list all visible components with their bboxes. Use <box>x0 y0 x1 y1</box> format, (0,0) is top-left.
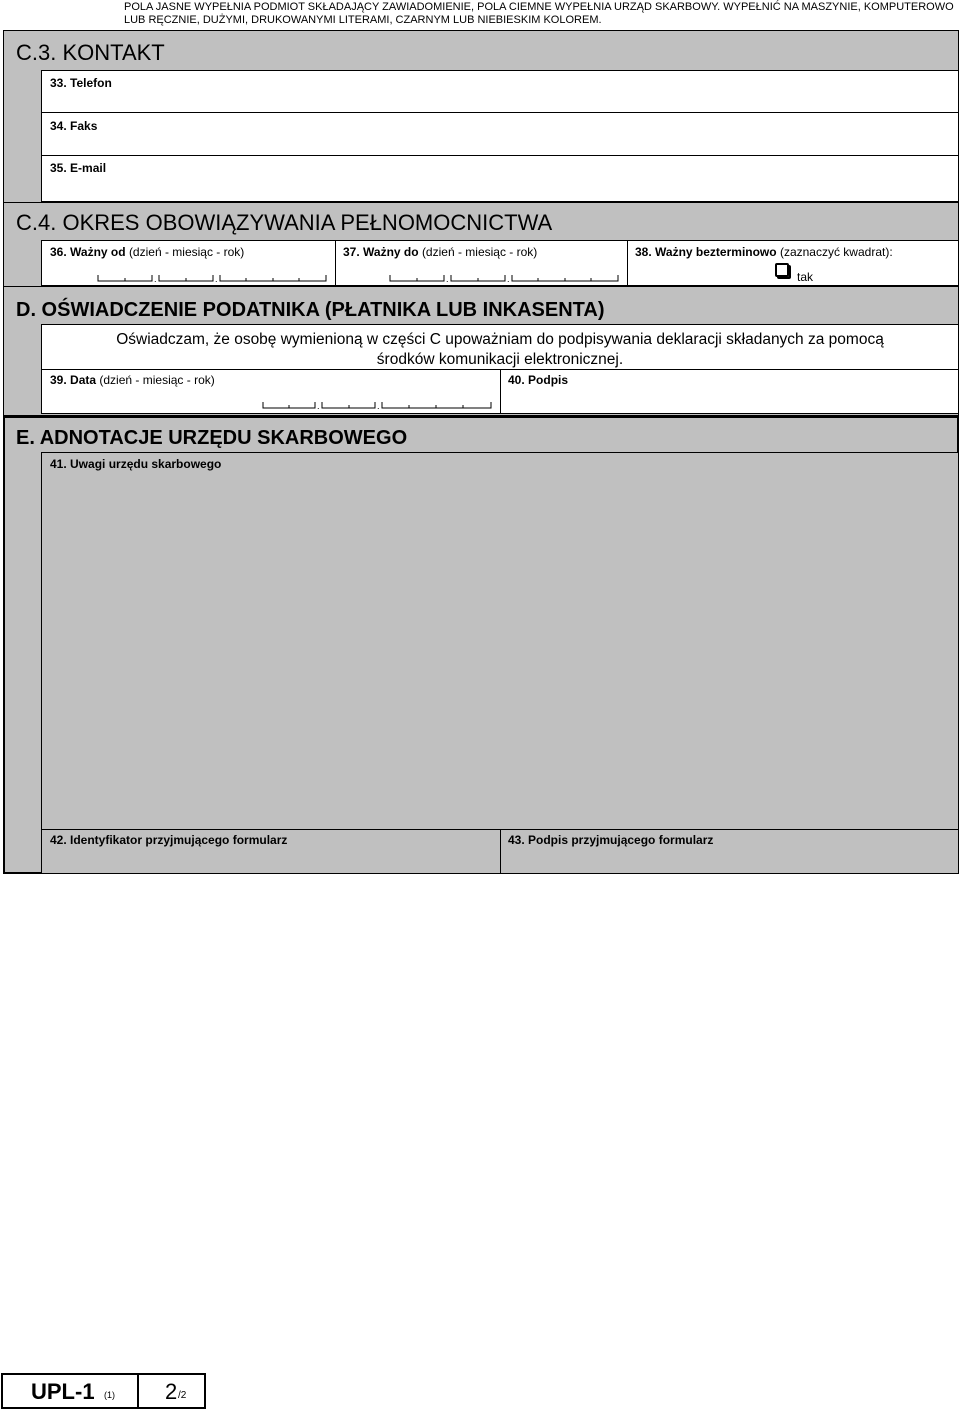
section-d-title: D. OŚWIADCZENIE PODATNIKA (PŁATNIKA LUB INKASENTA) <box>16 299 605 321</box>
svg-text:.: . <box>215 274 218 283</box>
page-number: 2 <box>165 1379 178 1404</box>
form-footer <box>1 1373 206 1409</box>
section-c3-title: C.3. KONTAKT <box>16 40 165 65</box>
indefinite-field <box>627 240 959 286</box>
form-code: UPL-1 <box>31 1379 95 1404</box>
valid-from-field[interactable] <box>41 240 336 286</box>
section-c4-title: C.4. OKRES OBOWIĄZYWANIA PEŁNOMOCNICTWA <box>16 210 553 235</box>
date-field[interactable] <box>41 369 501 414</box>
instructions-note: POLA JASNE WYPEŁNIA PODMIOT SKŁADAJĄCY ZAWIADOMIENIE, POLA CIEMNE WYPEŁNIA URZĄD SKARBOWY. WYPEŁNIĆ NA MASZYNIE, KOMPUTEROWO LUB RĘCZNIE, DUŻYMI, DRUKOWANYMI LITERAMI, CZARNYM LUB NIEBIESKIM KOLOREM. <box>124 1 954 26</box>
valid-to-field[interactable] <box>335 240 628 286</box>
receiver-id-field <box>41 829 501 874</box>
office-remarks-field <box>41 452 959 830</box>
valid-to-label: 37. Ważny do (dzień - miesiąc - rok) <box>343 245 538 259</box>
indefinite-option-label: tak <box>797 270 814 284</box>
signature-label: 40. Podpis <box>508 373 569 387</box>
fax-label: 34. Faks <box>50 119 98 133</box>
phone-label: 33. Telefon <box>50 76 112 90</box>
svg-text:.: . <box>377 401 380 410</box>
receiver-signature-field <box>500 829 959 874</box>
signature-field[interactable] <box>500 369 959 414</box>
indefinite-label: 38. Ważny bezterminowo (zaznaczyć kwadrat): <box>635 245 893 259</box>
email-field[interactable] <box>41 155 959 202</box>
phone-field[interactable] <box>41 70 959 113</box>
svg-text:.: . <box>446 274 449 283</box>
svg-text:.: . <box>154 274 157 283</box>
date-comb[interactable] <box>262 400 492 408</box>
valid-from-date-comb[interactable] <box>97 273 327 281</box>
date-label: 39. Data (dzień - miesiąc - rok) <box>50 373 215 387</box>
indefinite-checkbox[interactable] <box>775 263 789 277</box>
section-e-title: E. ADNOTACJE URZĘDU SKARBOWEGO <box>16 427 408 449</box>
svg-text:.: . <box>507 274 510 283</box>
office-remarks-label: 41. Uwagi urzędu skarbowego <box>50 457 222 471</box>
valid-to-date-comb[interactable] <box>389 273 619 281</box>
valid-from-label: 36. Ważny od (dzień - miesiąc - rok) <box>50 245 245 259</box>
svg-text:.: . <box>317 401 320 410</box>
fax-field[interactable] <box>41 112 959 156</box>
email-label: 35. E-mail <box>50 161 107 175</box>
page-total: /2 <box>178 1390 187 1401</box>
form-variant: (1) <box>104 1390 115 1400</box>
receiver-id-label: 42. Identyfikator przyjmującego formularz <box>50 833 288 847</box>
receiver-signature-label: 43. Podpis przyjmującego formularz <box>508 833 714 847</box>
form-code-cell <box>3 1375 139 1407</box>
statement: Oświadczam, że osobę wymienioną w części C upoważniam do podpisywania deklaracji składanych za pomocą środków komunikacji elektronicznej. <box>41 324 959 370</box>
